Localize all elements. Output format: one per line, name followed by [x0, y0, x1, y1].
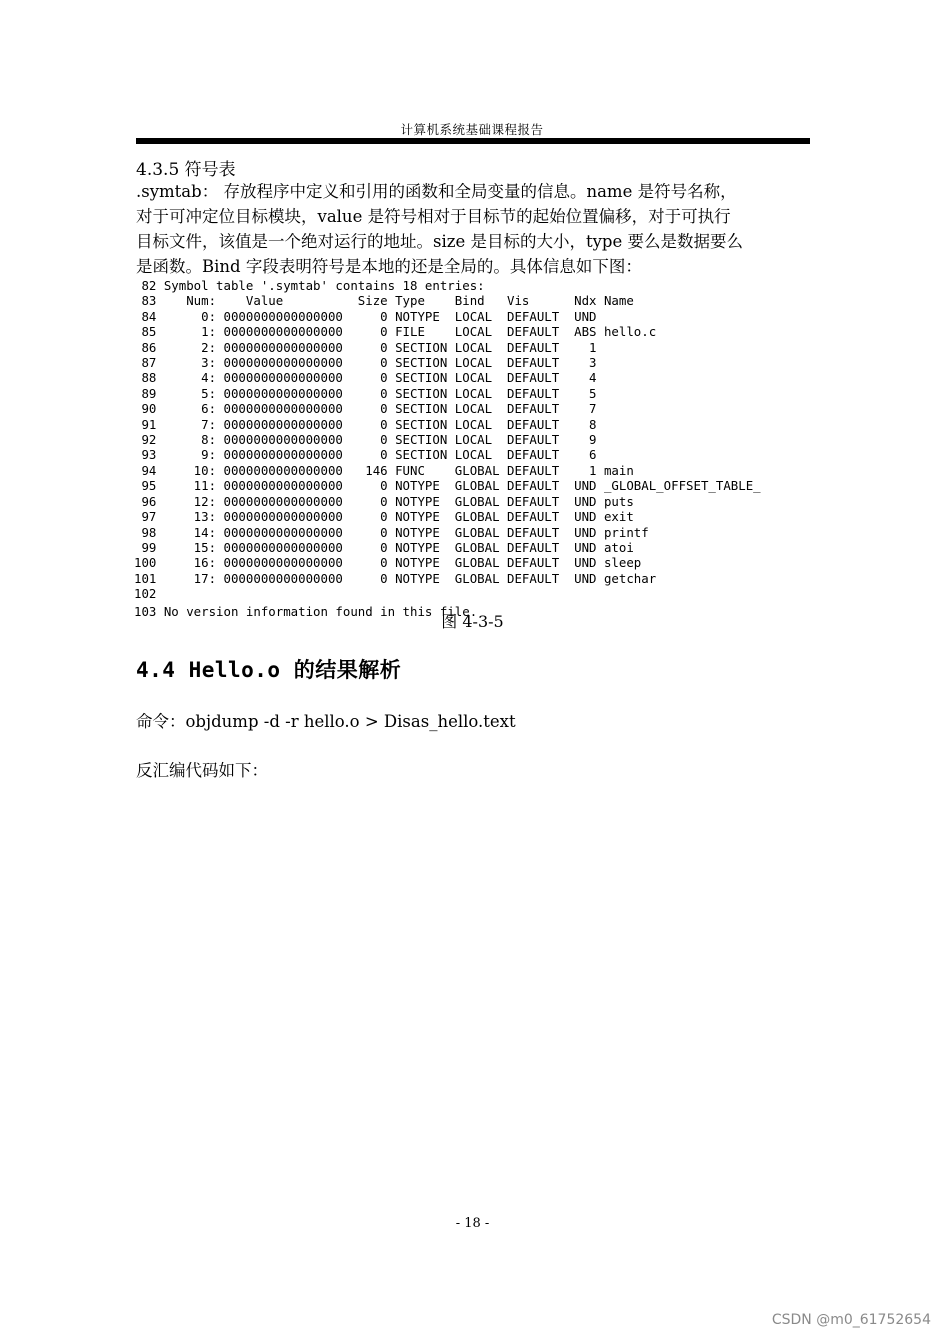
- terminal-line: 88 4: 0000000000000000 0 SECTION LOCAL DEFAULT 4: [134, 370, 597, 386]
- paragraph-line: 对于可冲定位目标模块，value 是符号相对于目标节的起始位置偏移，对于可执行: [136, 207, 731, 226]
- terminal-line: 83 Num: Value Size Type Bind Vis Ndx Name: [134, 293, 634, 309]
- page-number: - 18 -: [455, 1216, 490, 1231]
- terminal-line: 98 14: 0000000000000000 0 NOTYPE GLOBAL DEFAULT UND printf: [134, 524, 649, 540]
- terminal-line: 101 17: 0000000000000000 0 NOTYPE GLOBAL DEFAULT UND getchar: [134, 570, 657, 586]
- csdn-watermark: CSDN @m0_61752654: [771, 1312, 931, 1328]
- terminal-line: 89 5: 0000000000000000 0 SECTION LOCAL DEFAULT 5: [134, 385, 597, 401]
- objdump-command: 命令：objdump -d -r hello.o > Disas_hello.text: [136, 712, 516, 731]
- section-heading-4-4: 4.4 Hello.o 的结果解析: [136, 658, 402, 682]
- running-header: 计算机系统基础课程报告: [400, 122, 544, 137]
- terminal-line: 91 7: 0000000000000000 0 SECTION LOCAL DEFAULT 8: [134, 416, 597, 432]
- paragraph-line: 目标文件，该值是一个绝对运行的地址。size 是目标的大小，type 要么是数据要么: [136, 232, 743, 251]
- terminal-line: 82 Symbol table '.symtab' contains 18 entries:: [134, 278, 485, 293]
- terminal-line: 94 10: 0000000000000000 146 FUNC GLOBAL DEFAULT 1 main: [134, 462, 634, 478]
- terminal-line: 84 0: 0000000000000000 0 NOTYPE LOCAL DEFAULT UND: [134, 308, 597, 324]
- disassembly-label: 反汇编代码如下：: [136, 761, 268, 780]
- terminal-line: 87 3: 0000000000000000 0 SECTION LOCAL DEFAULT 3: [134, 355, 597, 371]
- figure-caption: 图 4-3-5: [441, 612, 504, 631]
- terminal-line: 99 15: 0000000000000000 0 NOTYPE GLOBAL DEFAULT UND atoi: [134, 539, 634, 555]
- terminal-line: 100 16: 0000000000000000 0 NOTYPE GLOBAL DEFAULT UND sleep: [134, 555, 642, 571]
- terminal-line: 97 13: 0000000000000000 0 NOTYPE GLOBAL DEFAULT UND exit: [134, 509, 634, 525]
- paragraph-line: .symtab： 存放程序中定义和引用的函数和全局变量的信息。name 是符号名称，: [136, 182, 737, 201]
- paragraph-line: 是函数。Bind 字段表明符号是本地的还是全局的。具体信息如下图：: [136, 257, 642, 276]
- terminal-line: 86 2: 0000000000000000 0 SECTION LOCAL DEFAULT 1: [134, 339, 597, 355]
- terminal-line: 85 1: 0000000000000000 0 FILE LOCAL DEFAULT ABS hello.c: [134, 324, 657, 340]
- terminal-line: 95 11: 0000000000000000 0 NOTYPE GLOBAL DEFAULT UND _GLOBAL_OFFSET_TABLE_: [134, 478, 761, 494]
- terminal-line: 92 8: 0000000000000000 0 SECTION LOCAL DEFAULT 9: [134, 432, 597, 448]
- terminal-line: 93 9: 0000000000000000 0 SECTION LOCAL DEFAULT 6: [134, 447, 597, 463]
- terminal-line: 90 6: 0000000000000000 0 SECTION LOCAL DEFAULT 7: [134, 401, 597, 417]
- terminal-line: 96 12: 0000000000000000 0 NOTYPE GLOBAL DEFAULT UND puts: [134, 493, 634, 509]
- symtab-description: [136, 179, 816, 279]
- terminal-cut-line: 103 No version information found in this file.: [134, 604, 478, 619]
- terminal-line: 102: [134, 586, 157, 602]
- header-rule: [136, 138, 810, 144]
- section-heading: 4.3.5 符号表: [136, 160, 236, 180]
